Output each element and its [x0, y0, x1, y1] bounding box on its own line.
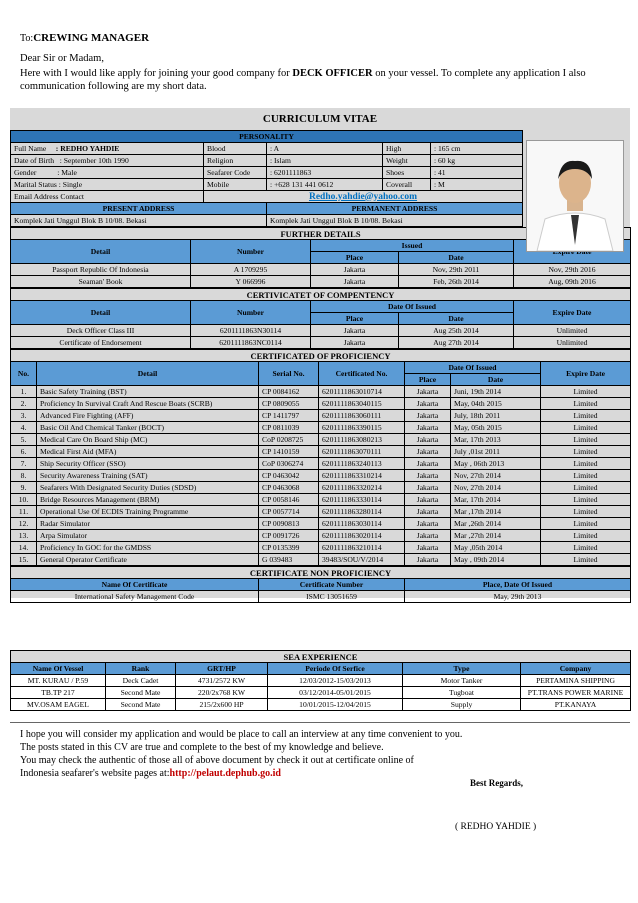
high-label: High [383, 143, 431, 155]
prof-col-place: Place [405, 374, 451, 386]
sea-col-grt: GRT/HP [176, 663, 268, 675]
gender: Gender : Male [11, 167, 204, 179]
sea-rows [11, 675, 631, 711]
mobile-value: : +628 131 441 0612 [267, 179, 383, 191]
further-col-detail: Detail [11, 240, 191, 264]
cell-number: A 1709295 [191, 264, 311, 276]
cell-expire: Limited [541, 506, 631, 518]
cell-no: 3. [11, 410, 37, 422]
cell-cert: 6201111863310214 [319, 470, 405, 482]
cell-no: 11. [11, 506, 37, 518]
cell-expire: Limited [541, 410, 631, 422]
signature-name: ( REDHO YAHDIE ) [455, 822, 537, 832]
cell-period: 03/12/2014-05/01/2015 [268, 687, 403, 699]
competency-col-place: Place [311, 313, 399, 325]
non-proficiency-table [10, 566, 631, 603]
cell-detail: Medical Care On Board Ship (MC) [37, 434, 259, 446]
cell-company: PERTAMINA SHIPPING [521, 675, 631, 687]
divider [10, 722, 630, 723]
competency-col-number: Number [191, 301, 311, 325]
cell-period: 12/03/2012-15/03/2013 [268, 675, 403, 687]
cell-date: Aug 27th 2014 [399, 337, 514, 349]
competency-table [10, 288, 631, 349]
cell-no: 6. [11, 446, 37, 458]
cell-expire: Limited [541, 422, 631, 434]
table-row [11, 699, 631, 711]
personality-heading: PERSONALITY [11, 131, 523, 143]
closing-line-2: The posts stated in this CV are true and complete to the best of my knowledge and believe. [20, 742, 384, 753]
marital-status: Marital Status : Single [11, 179, 204, 191]
table-row [11, 264, 631, 276]
cell-date: July ,01st 2011 [451, 446, 541, 458]
cell-expire: Nov, 29th 2016 [514, 264, 631, 276]
permanent-address-heading: PERMANENT ADDRESS [267, 203, 523, 215]
cell-expire: Limited [541, 530, 631, 542]
cell-date: Mar ,17th 2014 [451, 506, 541, 518]
table-row [11, 386, 631, 398]
cell-serial: CP 1410159 [259, 446, 319, 458]
cell-date: Feb, 26th 2014 [399, 276, 514, 288]
competency-heading: CERTIVICATET OF COMPENTENCY [11, 289, 631, 301]
cell-detail: Proficiency In Survival Craft And Rescue Boats (SCRB) [37, 398, 259, 410]
cell-date: Juni, 19th 2014 [451, 386, 541, 398]
cell-place: Jakarta [405, 470, 451, 482]
prof-col-expire: Expire Date [541, 362, 631, 386]
cell-cert: 6201111863080213 [319, 434, 405, 446]
cell-date: Nov, 29th 2011 [399, 264, 514, 276]
sea-experience [10, 650, 630, 711]
table-row [11, 398, 631, 410]
coverall-value: : M [431, 179, 523, 191]
cell-no: 12. [11, 518, 37, 530]
cell-no: 9. [11, 482, 37, 494]
cell-grt: 4731/2572 KW [176, 675, 268, 687]
website-link[interactable]: http://pelaut.dephub.go.id [169, 768, 281, 779]
cell-place: Jakarta [311, 264, 399, 276]
cell-type: Tugboat [403, 687, 521, 699]
cell-vessel: TB.TP 217 [11, 687, 106, 699]
cell-place: Jakarta [405, 422, 451, 434]
cell-serial: CoP 0208725 [259, 434, 319, 446]
proficiency-heading: CERTIFICATED OF PROFICIENCY [11, 350, 631, 362]
cell-no: 15. [11, 554, 37, 566]
high-value: : 165 cm [431, 143, 523, 155]
cell-detail: Passport Republic Of Indonesia [11, 264, 191, 276]
cell-date: July, 18th 2011 [451, 410, 541, 422]
cell-detail: Basic Safety Training (BST) [37, 386, 259, 398]
regards: Best Regards, [470, 778, 523, 788]
weight-label: Weight [383, 155, 431, 167]
personal-table [10, 130, 523, 227]
cell-date: May, 04th 2015 [451, 398, 541, 410]
cell-period: 10/01/2015-12/04/2015 [268, 699, 403, 711]
cell-type: Supply [403, 699, 521, 711]
cell-date: Mar ,27th 2014 [451, 530, 541, 542]
sea-experience-table [10, 650, 631, 711]
cell-serial: CP 0135399 [259, 542, 319, 554]
table-row [11, 591, 631, 603]
recipient-line: To:CREWING MANAGER [20, 32, 150, 44]
cell-detail: Arpa Simulator [37, 530, 259, 542]
cell-grt: 215/2x600 HP [176, 699, 268, 711]
cell-place: Jakarta [311, 325, 399, 337]
cell-no: 14. [11, 542, 37, 554]
cell-date: May , 09th 2014 [451, 554, 541, 566]
table-row [11, 422, 631, 434]
cell-date: May, 05th 2015 [451, 422, 541, 434]
table-row [11, 506, 631, 518]
full-name: Full Name : REDHO YAHDIE [11, 143, 204, 155]
cell-cert: 6201111863070111 [319, 446, 405, 458]
cell-vessel: MV.OSAM EAGEL [11, 699, 106, 711]
cell-detail: Bridge Resources Management (BRM) [37, 494, 259, 506]
cell-company: PT.KANAYA [521, 699, 631, 711]
cell-no: 8. [11, 470, 37, 482]
profile-photo [526, 140, 624, 252]
table-row [11, 325, 631, 337]
cell-serial: CP 0057714 [259, 506, 319, 518]
table-row [11, 554, 631, 566]
cell-detail: Basic Oil And Chemical Tanker (BOCT) [37, 422, 259, 434]
closing-paragraph [20, 728, 620, 780]
further-heading: FURTHER DETAILS [11, 228, 631, 240]
present-address-heading: PRESENT ADDRESS [11, 203, 267, 215]
cell-place: Jakarta [311, 337, 399, 349]
cell-cert: 6201111863210114 [319, 542, 405, 554]
cell-place: Jakarta [405, 518, 451, 530]
table-row [11, 410, 631, 422]
cell-no: 5. [11, 434, 37, 446]
cell-no: 2. [11, 398, 37, 410]
cell-date: Nov, 27th 2014 [451, 470, 541, 482]
email-label: Email Address Contact [11, 191, 204, 203]
cell-cert: 6201111863060111 [319, 410, 405, 422]
cell-place: Jakarta [405, 530, 451, 542]
proficiency-rows [11, 386, 631, 566]
cell-cert: 6201111863330114 [319, 494, 405, 506]
shoes-value: : 41 [431, 167, 523, 179]
cell-expire: Limited [541, 470, 631, 482]
cell-date: Nov, 27th 2014 [451, 482, 541, 494]
cell-detail: Proficiency In GOC for the GMDSS [37, 542, 259, 554]
cell-name: International Safety Management Code [11, 591, 259, 603]
cell-date: May , 06th 2013 [451, 458, 541, 470]
cell-serial: CP 0463042 [259, 470, 319, 482]
cv-title: CURRICULUM VITAE [262, 113, 378, 125]
permanent-address: Komplek Jati Unggul Blok B 10/08. Bekasi [267, 215, 523, 227]
competency-col-issued: Date Of Issued [311, 301, 514, 313]
cell-detail: Ship Security Officer (SSO) [37, 458, 259, 470]
cell-place: Jakarta [405, 506, 451, 518]
cell-place: Jakarta [405, 386, 451, 398]
weight-value: : 60 kg [431, 155, 523, 167]
competency-col-expire: Expire Date [514, 301, 631, 325]
table-row [11, 482, 631, 494]
table-row [11, 542, 631, 554]
cell-vessel: MT. KURAU / P.59 [11, 675, 106, 687]
cell-cert: 6201111863390115 [319, 422, 405, 434]
cell-expire: Unlimited [514, 325, 631, 337]
cell-no: 7. [11, 458, 37, 470]
cell-place: Jakarta [405, 458, 451, 470]
cell-detail: Certificate of Endorsement [11, 337, 191, 349]
cell-serial: CP 0091726 [259, 530, 319, 542]
blood-label: Blood [204, 143, 267, 155]
table-row [11, 337, 631, 349]
nonprof-col-name: Name Of Certificate [11, 579, 259, 591]
cell-place: Jakarta [405, 410, 451, 422]
curriculum-vitae [10, 108, 630, 601]
sea-col-type: Type [403, 663, 521, 675]
table-row [11, 494, 631, 506]
cell-expire: Limited [541, 494, 631, 506]
seafarer-label: Seafarer Code [204, 167, 267, 179]
table-row [11, 434, 631, 446]
cell-cert: 6201111863040115 [319, 398, 405, 410]
mobile-label: Mobile [204, 179, 267, 191]
greeting: Dear Sir or Madam, [20, 53, 104, 64]
seafarer-value: : 6201111863 [267, 167, 383, 179]
prof-col-detail: Detail [37, 362, 259, 386]
closing-line-1: I hope you will consider my application and would be place to call an interview at any time convenient to you. [20, 729, 463, 740]
cell-detail: Advanced Fire Fighting (AFF) [37, 410, 259, 422]
sea-col-rank: Rank [106, 663, 176, 675]
email-cell [204, 191, 523, 203]
competency-col-date: Date [399, 313, 514, 325]
present-address: Komplek Jati Unggul Blok B 10/08. Bekasi [11, 215, 267, 227]
cell-expire: Limited [541, 518, 631, 530]
cell-serial: CoP 0306274 [259, 458, 319, 470]
cell-serial: CP 0058146 [259, 494, 319, 506]
cell-place: Jakarta [405, 542, 451, 554]
sea-heading: SEA EXPERIENCE [11, 651, 631, 663]
table-row [11, 687, 631, 699]
cell-serial: CP 0463068 [259, 482, 319, 494]
cell-cert: 6201111863240113 [319, 458, 405, 470]
cell-rank: Deck Cadet [106, 675, 176, 687]
cell-cert: 6201111863020114 [319, 530, 405, 542]
table-row [11, 675, 631, 687]
cell-serial: CP 0811039 [259, 422, 319, 434]
table-row [11, 446, 631, 458]
closing-line-4: Indonesia seafarer's website pages at:http://pelaut.dephub.go.id [20, 768, 281, 779]
cell-place: Jakarta [405, 446, 451, 458]
recipient-name: CREWING MANAGER [33, 32, 150, 44]
cell-expire: Limited [541, 482, 631, 494]
table-row [11, 470, 631, 482]
prof-col-cert: Certificated No. [319, 362, 405, 386]
table-row [11, 276, 631, 288]
cell-detail: Operational Use Of ECDIS Training Programme [37, 506, 259, 518]
nonprof-col-number: Certificate Number [259, 579, 405, 591]
nonprof-col-place-date: Place, Date Of Issued [405, 579, 631, 591]
cell-no: 13. [11, 530, 37, 542]
sea-col-period: Periode Of Serfice [268, 663, 403, 675]
cell-expire: Limited [541, 386, 631, 398]
cell-cert: 6201111863280114 [319, 506, 405, 518]
cell-detail: General Operator Certificate [37, 554, 259, 566]
cell-serial: CP 1411797 [259, 410, 319, 422]
cell-number: Y 066996 [191, 276, 311, 288]
religion-label: Religion [204, 155, 267, 167]
cell-detail: Radar Simulator [37, 518, 259, 530]
table-row [11, 530, 631, 542]
cell-expire: Limited [541, 446, 631, 458]
cell-expire: Limited [541, 554, 631, 566]
cell-cert: 6201111863320214 [319, 482, 405, 494]
cell-expire: Limited [541, 542, 631, 554]
closing-line-3: You may check the authentic of those all of above document by check it out at certificate online of [20, 755, 414, 766]
cell-place: Jakarta [311, 276, 399, 288]
shoes-label: Shoes [383, 167, 431, 179]
further-col-date: Date [399, 252, 514, 264]
cell-rank: Second Mate [106, 699, 176, 711]
cell-no: 4. [11, 422, 37, 434]
table-row [11, 458, 631, 470]
prof-col-issued: Date Of Issued [405, 362, 541, 374]
cell-no: 1. [11, 386, 37, 398]
religion-value: : Islam [267, 155, 383, 167]
cell-place: Jakarta [405, 554, 451, 566]
email-link[interactable]: Redho.yahdie@yahoo.com [308, 191, 418, 202]
cell-expire: Limited [541, 398, 631, 410]
cell-expire: Aug, 09th 2016 [514, 276, 631, 288]
cell-detail: Seaman' Book [11, 276, 191, 288]
cell-detail: Medical First Aid (MFA) [37, 446, 259, 458]
cell-serial: G 039483 [259, 554, 319, 566]
nonprof-heading: CERTIFICATE NON PROFICIENCY [11, 567, 631, 579]
coverall-label: Coverall [383, 179, 431, 191]
cell-serial: CP 0809055 [259, 398, 319, 410]
further-col-issued: Issued [311, 240, 514, 252]
cell-cert: 39483/SOU/V/2014 [319, 554, 405, 566]
cell-expire: Limited [541, 458, 631, 470]
cell-detail: Seafarers With Designated Security Duties (SDSD) [37, 482, 259, 494]
cell-company: PT.TRANS POWER MARINE [521, 687, 631, 699]
cell-type: Motor Tanker [403, 675, 521, 687]
cell-rank: Second Mate [106, 687, 176, 699]
cell-detail: Security Awareness Training (SAT) [37, 470, 259, 482]
cell-expire: Limited [541, 434, 631, 446]
further-col-number: Number [191, 240, 311, 264]
sea-col-company: Company [521, 663, 631, 675]
cell-place: Jakarta [405, 494, 451, 506]
prof-col-serial: Serial No. [259, 362, 319, 386]
cell-number: ISMC 13051659 [259, 591, 405, 603]
cell-date: Mar ,26th 2014 [451, 518, 541, 530]
cell-cert: 6201111863030114 [319, 518, 405, 530]
cell-no: 10. [11, 494, 37, 506]
cell-date: Mar, 17th 2014 [451, 494, 541, 506]
cell-place: Jakarta [405, 482, 451, 494]
cell-detail: Deck Officer Class III [11, 325, 191, 337]
cell-grt: 220/2x768 KW [176, 687, 268, 699]
sea-col-vessel: Name Of Vessel [11, 663, 106, 675]
cell-place: Jakarta [405, 434, 451, 446]
cell-date: Mar, 17th 2013 [451, 434, 541, 446]
cell-cert: 6201111863010714 [319, 386, 405, 398]
prof-col-no: No. [11, 362, 37, 386]
cell-date: Aug 25th 2014 [399, 325, 514, 337]
proficiency-table [10, 349, 631, 566]
cell-number: 6201111863NC0114 [191, 337, 311, 349]
prof-col-date: Date [451, 374, 541, 386]
cell-expire: Unlimited [514, 337, 631, 349]
further-col-place: Place [311, 252, 399, 264]
intro-paragraph: Here with I would like apply for joining your good company for DECK OFFICER on your vessel. To complete any application I also communication following are my short data. [20, 68, 586, 92]
date-of-birth: Date of Birth : September 10th 1990 [11, 155, 204, 167]
cell-serial: CP 0090813 [259, 518, 319, 530]
cell-serial: CP 0084162 [259, 386, 319, 398]
cell-number: 6201111863N30114 [191, 325, 311, 337]
blood-value: : A [267, 143, 383, 155]
table-row [11, 518, 631, 530]
competency-col-detail: Detail [11, 301, 191, 325]
cell-place-date: May, 29th 2013 [405, 591, 631, 603]
cell-date: May ,05th 2014 [451, 542, 541, 554]
cell-place: Jakarta [405, 398, 451, 410]
